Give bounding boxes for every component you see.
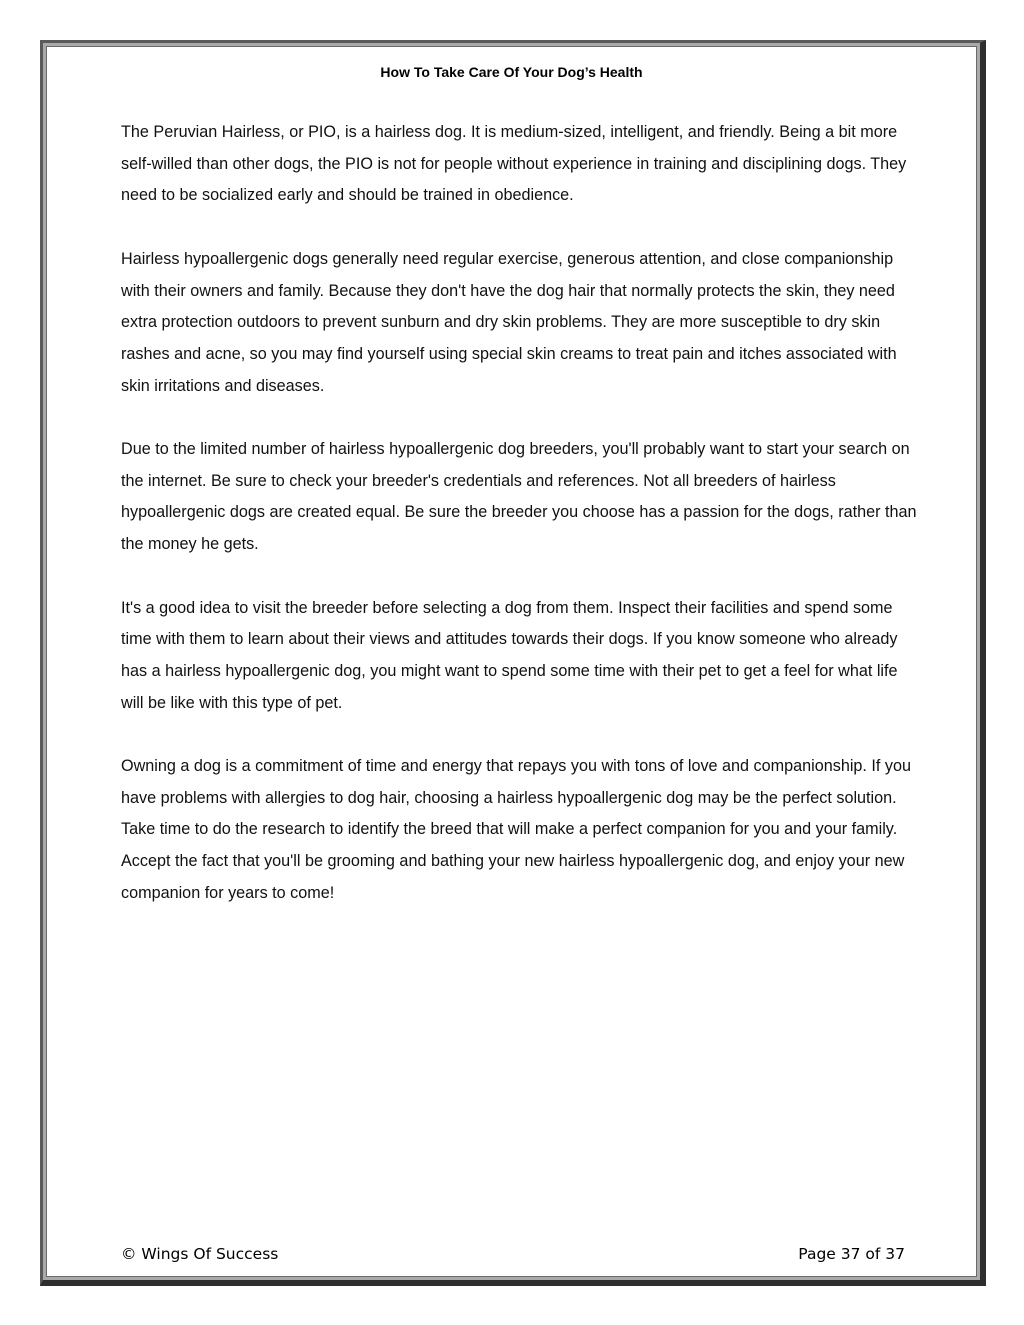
footer-page-number: Page 37 of 37	[798, 1245, 905, 1263]
paragraph-4: It's a good idea to visit the breeder before selecting a dog from them. Inspect their facilities and spend some time with them to learn about their views and attitudes towards their dogs. If you know someone who already has a hairless hypoallergenic dog, you might want to spend some time with their pet to get a feel for what life will be like with this type of pet.	[121, 598, 898, 712]
paragraph-3: Due to the limited number of hairless hypoallergenic dog breeders, you'll probably want to start your search on the internet. Be sure to check your breeder's credentials and references. Not all breeders of hairless hypoallergenic dogs are created equal. Be sure the breeder you choose has a passion for the dogs, rather than the money he gets.	[121, 440, 917, 554]
document-body	[121, 117, 921, 941]
paragraph-1: The Peruvian Hairless, or PIO, is a hairless dog. It is medium-sized, intelligent, and friendly. Being a bit more self-willed than other dogs, the PIO is not for people without experience in training and disciplining dogs. They need to be socialized early and should be trained in obedience.	[121, 123, 907, 205]
page-title: How To Take Care Of Your Dog’s Health	[380, 64, 643, 80]
footer-copyright: © Wings Of Success	[121, 1245, 279, 1263]
paragraph-5: Owning a dog is a commitment of time and energy that repays you with tons of love and companionship. If you have problems with allergies to dog hair, choosing a hairless hypoallergenic dog may be the perfect solution. Take time to do the research to identify the breed that will make a perfect companion for you and your family. Accept the fact that you'll be grooming and bathing your new hairless hypoallergenic dog, and enjoy your new companion for years to come!	[121, 757, 912, 902]
paragraph-2: Hairless hypoallergenic dogs generally need regular exercise, generous attention, and close companionship with their owners and family. Because they don't have the dog hair that normally protects the skin, they need extra protection outdoors to prevent sunburn and dry skin problems. They are more susceptible to dry skin rashes and acne, so you may find yourself using special skin creams to treat pain and itches associated with skin irritations and diseases.	[121, 249, 897, 395]
page-frame	[40, 40, 986, 1286]
